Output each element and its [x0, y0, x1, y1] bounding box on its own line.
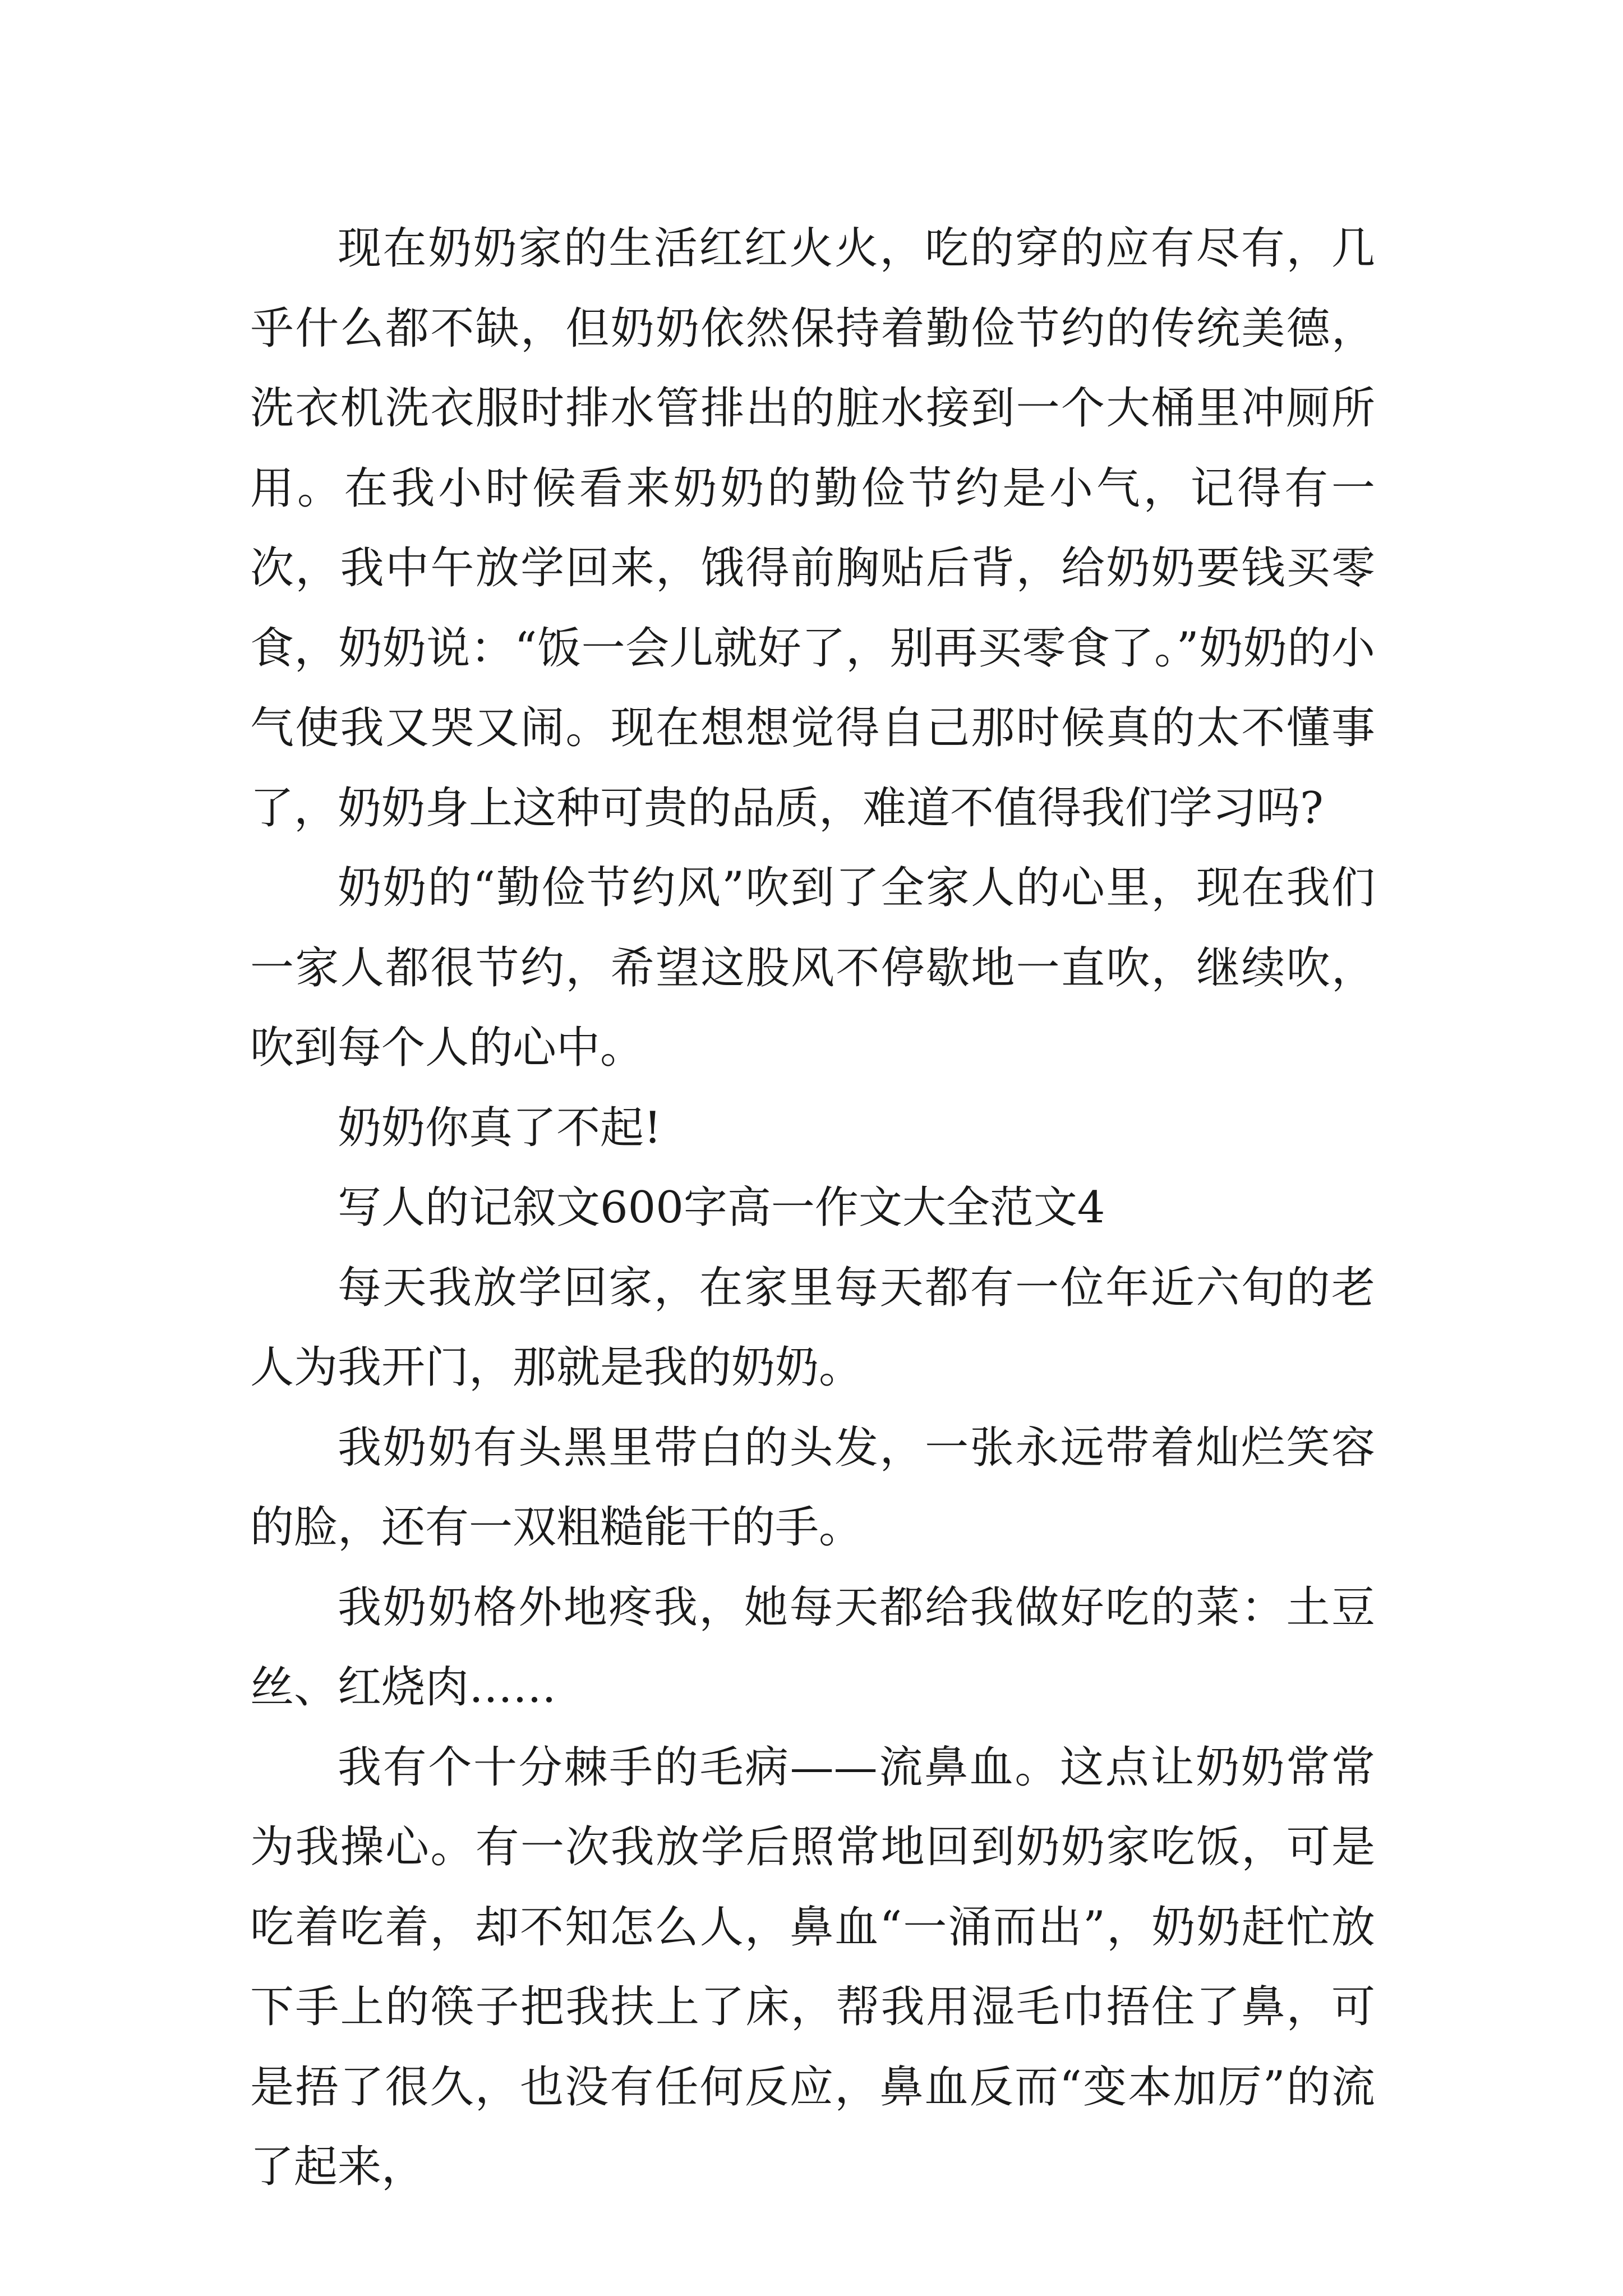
paragraph-3: 奶奶你真了不起!: [338, 1102, 662, 1153]
paragraph-7: 我有个十分棘手的毛病——流鼻血。这点让奶奶常常为我操心。有一次我放学后照常地回到奶奶家吃饭，可是吃着吃着，却不知怎么人，鼻血“一涌而出”，奶奶赶忙放下手上的筷子把我扶上了床，帮我用湿毛巾捂住了鼻，可是捂了很久，也没有任何反应，鼻血反而“变本加厉”的流了起来，: [250, 1742, 1375, 2192]
paragraph-6: 我奶奶格外地疼我，她每天都给我做好吃的菜：土豆丝、红烧肉……: [250, 1582, 1375, 1713]
document-body: [250, 209, 1375, 2207]
paragraph-5: 我奶奶有头黑里带白的头发，一张永远带着灿烂笑容的脸，还有一双粗糙能干的手。: [250, 1422, 1375, 1553]
paragraph-4: 每天我放学回家，在家里每天都有一位年近六旬的老人为我开门，那就是我的奶奶。: [250, 1262, 1375, 1393]
paragraph-1: 现在奶奶家的生活红红火火，吃的穿的应有尽有，几乎什么都不缺，但奶奶依然保持着勤俭节约的传统美德，洗衣机洗衣服时排水管排出的脏水接到一个大桶里冲厕所用。在我小时候看来奶奶的勤俭节约是小气，记得有一次，我中午放学回来，饿得前胸贴后背，给奶奶要钱买零食，奶奶说：“饭一会儿就好了，别再买零食了。”奶奶的小气使我又哭又闹。现在想想觉得自己那时候真的太不懂事了，奶奶身上这种可贵的品质，难道不值得我们学习吗?: [250, 223, 1375, 834]
section-heading: 写人的记叙文600字高一作文大全范文4: [338, 1182, 1105, 1233]
paragraph-2: 奶奶的“勤俭节约风”吹到了全家人的心里，现在我们一家人都很节约，希望这股风不停歇地一直吹，继续吹，吹到每个人的心中。: [250, 863, 1375, 1073]
